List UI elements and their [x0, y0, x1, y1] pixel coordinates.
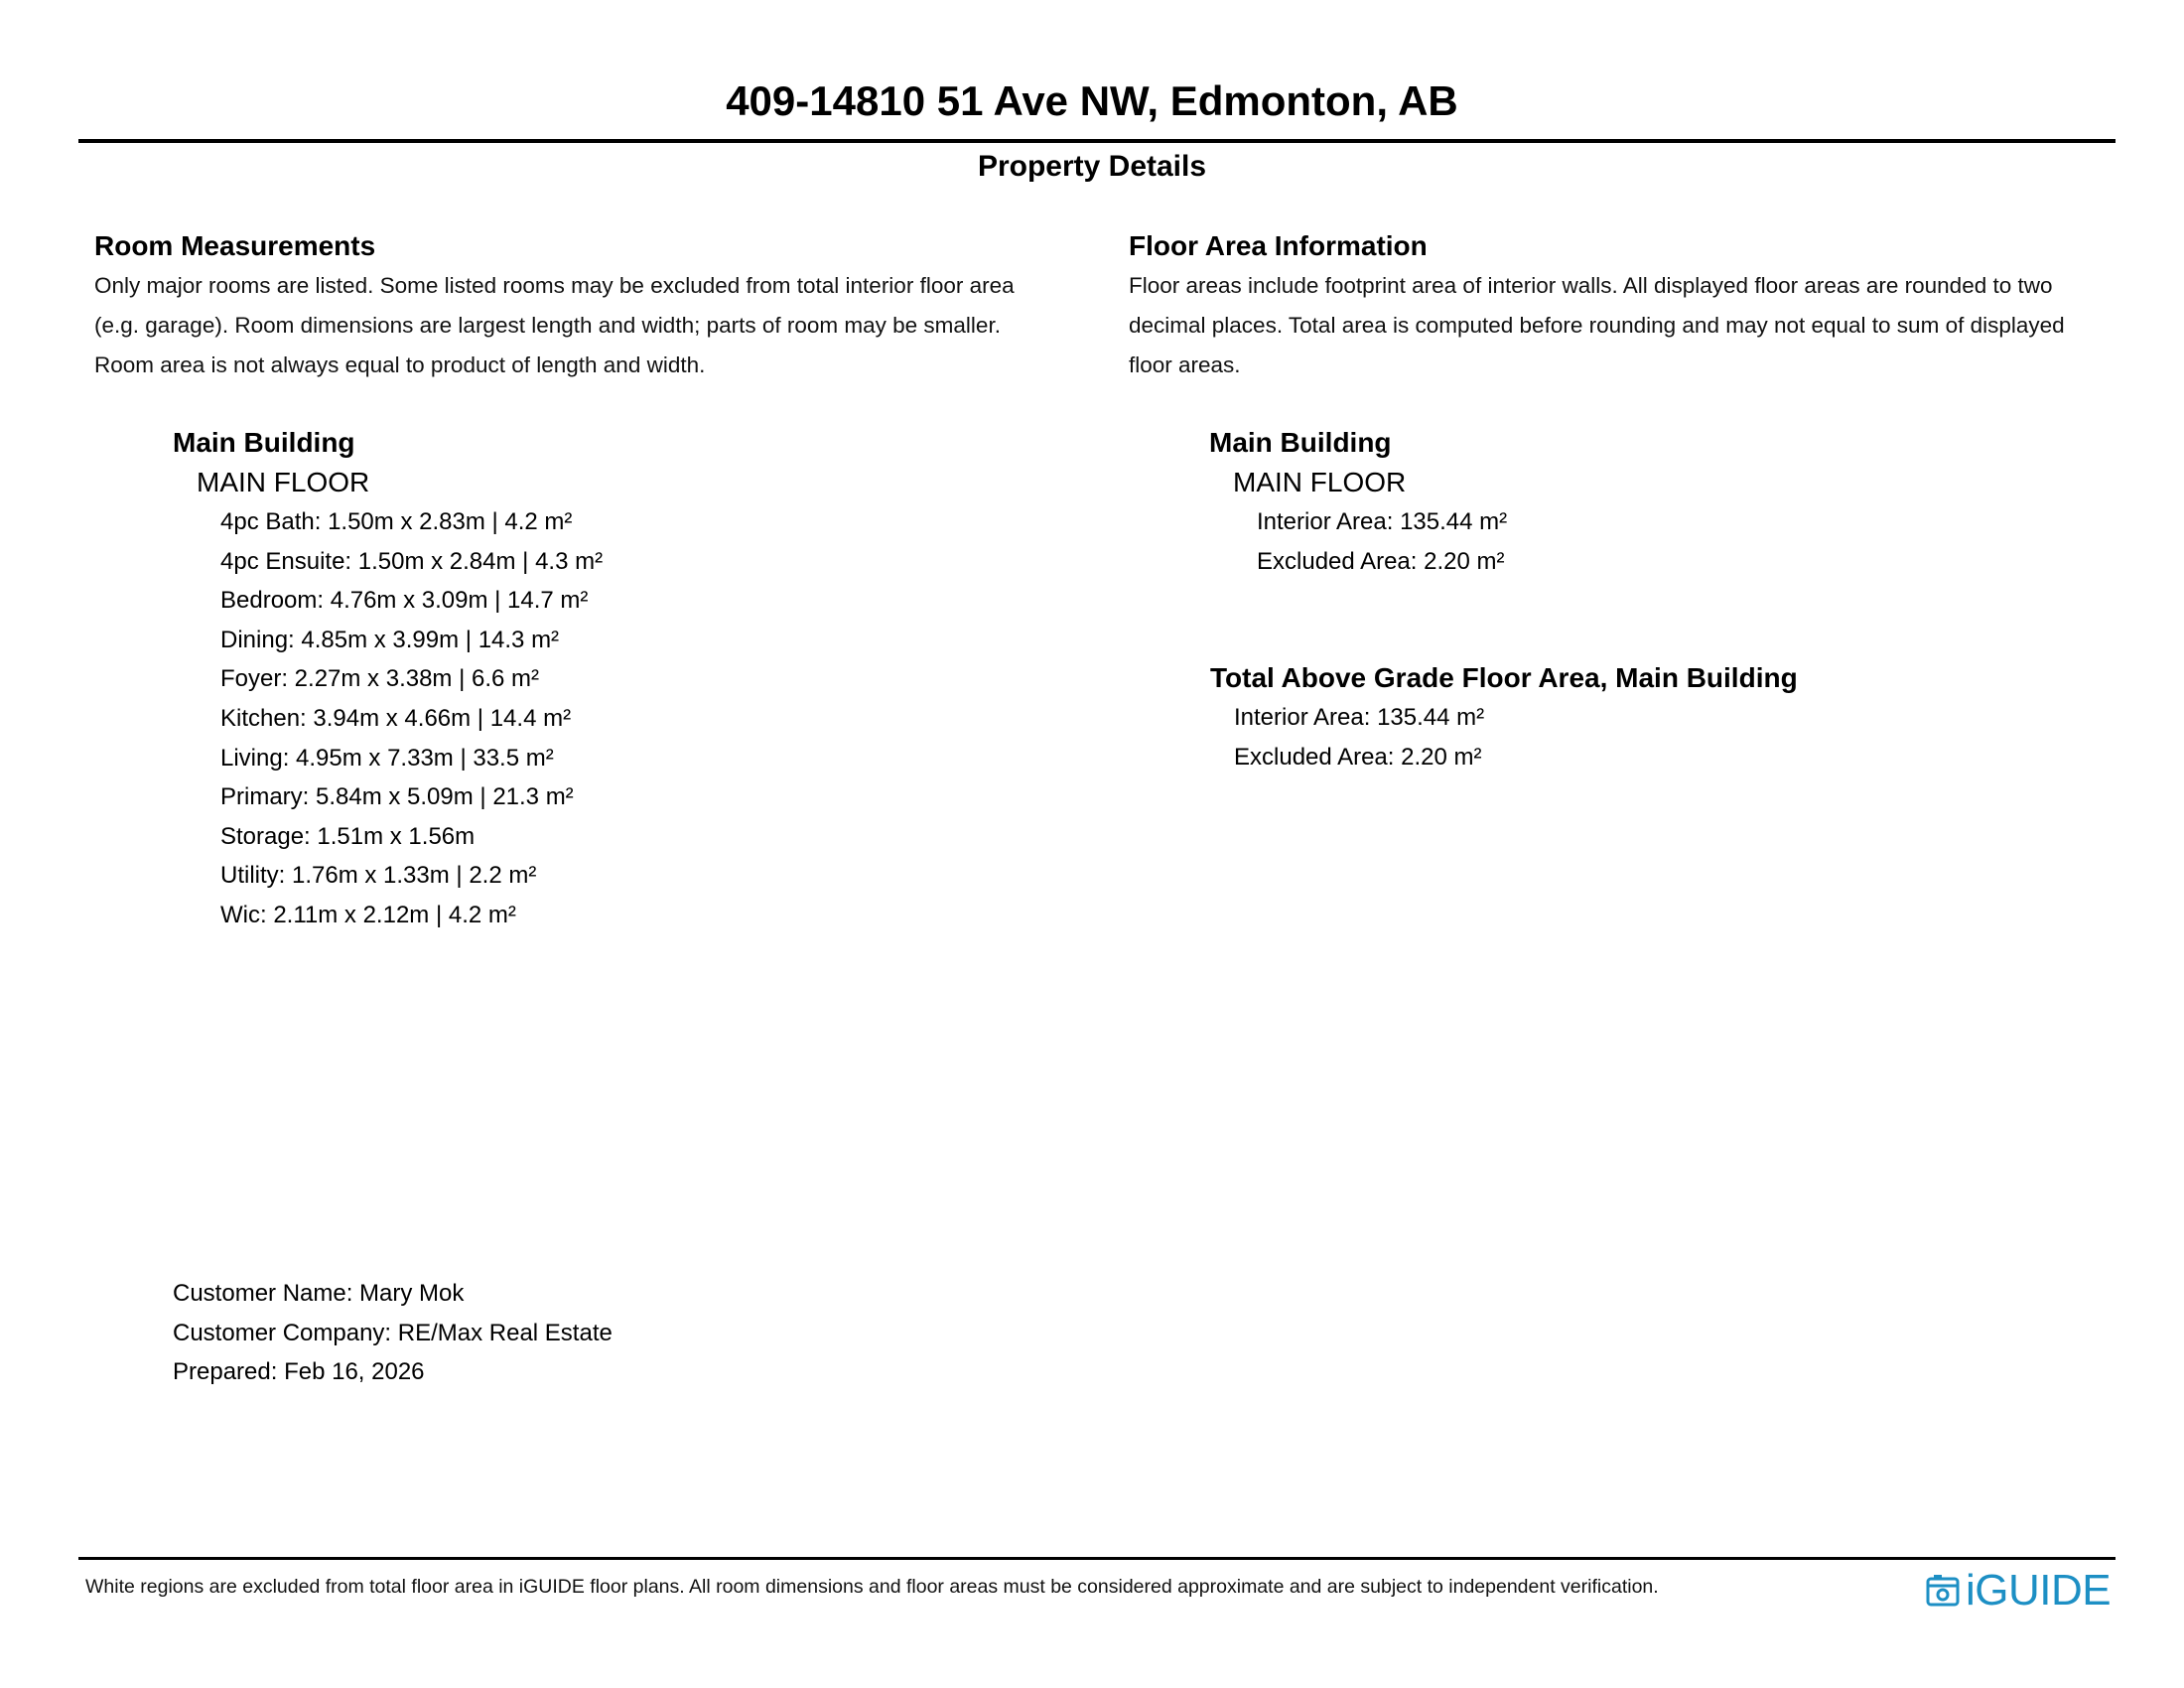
floor-area-list	[1209, 423, 1507, 581]
room-measurements-heading: Room Measurements	[94, 230, 376, 261]
total-area-block	[1210, 658, 1798, 776]
room-measurements-desc-line: Only major rooms are listed. Some listed rooms may be excluded from total interior floor area	[94, 273, 1015, 298]
room-item: Living: 4.95m x 7.33m | 33.5 m²	[220, 744, 554, 772]
room-item: 4pc Bath: 1.50m x 2.83m | 4.2 m²	[220, 508, 573, 535]
room-item: Foyer: 2.27m x 3.38m | 6.6 m²	[220, 665, 540, 693]
total-excluded-area: Excluded Area: 2.20 m²	[1234, 743, 1482, 771]
room-item: Kitchen: 3.94m x 4.66m | 14.4 m²	[220, 704, 572, 732]
floor-area-desc-line: decimal places. Total area is computed before rounding and may not equal to sum of displayed	[1129, 313, 2065, 338]
interior-area: Interior Area: 135.44 m²	[1257, 508, 1508, 535]
prepared-date: Prepared: Feb 16, 2026	[173, 1358, 425, 1386]
floor-area-section	[1129, 226, 2121, 385]
floor-label: MAIN FLOOR	[1233, 467, 1407, 497]
building-heading: Main Building	[1209, 427, 1392, 458]
floor-area-heading: Floor Area Information	[1129, 230, 1428, 261]
room-item: Primary: 5.84m x 5.09m | 21.3 m²	[220, 783, 574, 811]
footer-disclaimer: White regions are excluded from total floor area in iGUIDE floor plans. All room dimensions and floor areas must be considered approximate and are subject to independent verification.	[85, 1576, 1659, 1598]
customer-info	[173, 1274, 613, 1392]
iguide-logo	[1926, 1567, 2111, 1615]
room-list	[173, 423, 603, 935]
footer-divider	[78, 1557, 2116, 1560]
room-measurements-desc-line: (e.g. garage). Room dimensions are largest length and width; parts of room may be smaller.	[94, 313, 1001, 338]
customer-name: Customer Name: Mary Mok	[173, 1280, 465, 1307]
room-item: Storage: 1.51m x 1.56m	[220, 822, 476, 850]
room-item: Bedroom: 4.76m x 3.09m | 14.7 m²	[220, 587, 589, 615]
header-divider	[78, 139, 2116, 143]
brand-name: iGUIDE	[1966, 1566, 2112, 1615]
room-item: 4pc Ensuite: 1.50m x 2.84m | 4.3 m²	[220, 547, 604, 575]
room-item: Dining: 4.85m x 3.99m | 14.3 m²	[220, 626, 560, 653]
page-subtitle: Property Details	[977, 150, 1207, 183]
room-item: Utility: 1.76m x 1.33m | 2.2 m²	[220, 862, 537, 890]
room-measurements-desc-line: Room area is not always equal to product of length and width.	[94, 352, 706, 377]
page-title: 409-14810 51 Ave NW, Edmonton, AB	[726, 77, 1458, 124]
customer-company: Customer Company: RE/Max Real Estate	[173, 1319, 613, 1346]
floor-area-desc-line: floor areas.	[1129, 352, 1241, 377]
camera-icon	[1926, 1574, 1960, 1608]
excluded-area: Excluded Area: 2.20 m²	[1257, 547, 1505, 575]
floor-area-desc-line: Floor areas include footprint area of interior walls. All displayed floor areas are rounded to two	[1129, 273, 2053, 298]
room-measurements-section	[94, 226, 1077, 385]
total-interior-area: Interior Area: 135.44 m²	[1234, 704, 1485, 731]
floor-label: MAIN FLOOR	[197, 467, 370, 497]
total-area-heading: Total Above Grade Floor Area, Main Building	[1210, 662, 1798, 693]
room-item: Wic: 2.11m x 2.12m | 4.2 m²	[220, 901, 516, 928]
building-heading: Main Building	[173, 427, 355, 458]
